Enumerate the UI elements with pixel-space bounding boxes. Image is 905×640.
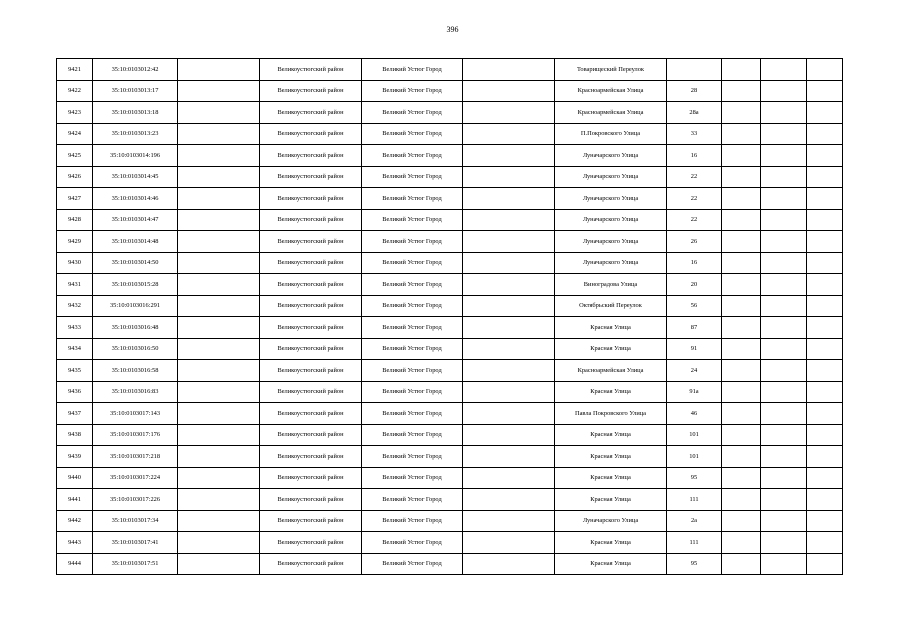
row-number-cell: 9431 bbox=[57, 274, 93, 296]
empty-cell bbox=[178, 338, 260, 360]
empty-cell bbox=[761, 489, 807, 511]
city-cell: Великий Устюг Город bbox=[362, 295, 463, 317]
empty-cell bbox=[722, 274, 761, 296]
cadastral-number-cell: 35:10:0103015:28 bbox=[93, 274, 178, 296]
empty-cell bbox=[807, 166, 843, 188]
empty-cell bbox=[722, 424, 761, 446]
empty-cell bbox=[807, 510, 843, 532]
street-cell: Луначарского Улица bbox=[555, 209, 667, 231]
empty-cell bbox=[178, 123, 260, 145]
table-row bbox=[57, 360, 843, 382]
city-cell: Великий Устюг Город bbox=[362, 532, 463, 554]
street-cell: Красная Улица bbox=[555, 338, 667, 360]
empty-cell bbox=[178, 166, 260, 188]
district-cell: Великоустюгский район bbox=[260, 403, 362, 425]
house-number-cell: 91 bbox=[667, 338, 722, 360]
row-number-cell: 9430 bbox=[57, 252, 93, 274]
house-number-cell: 95 bbox=[667, 467, 722, 489]
empty-cell bbox=[178, 231, 260, 253]
district-cell: Великоустюгский район bbox=[260, 252, 362, 274]
empty-cell bbox=[807, 274, 843, 296]
empty-cell bbox=[722, 532, 761, 554]
city-cell: Великий Устюг Город bbox=[362, 489, 463, 511]
empty-cell bbox=[463, 188, 555, 210]
empty-cell bbox=[178, 317, 260, 339]
empty-cell bbox=[761, 166, 807, 188]
row-number-cell: 9432 bbox=[57, 295, 93, 317]
house-number-cell: 28 bbox=[667, 80, 722, 102]
empty-cell bbox=[807, 231, 843, 253]
empty-cell bbox=[463, 166, 555, 188]
table-row bbox=[57, 510, 843, 532]
empty-cell bbox=[463, 510, 555, 532]
city-cell: Великий Устюг Город bbox=[362, 403, 463, 425]
empty-cell bbox=[178, 424, 260, 446]
table-body bbox=[57, 59, 843, 575]
empty-cell bbox=[463, 317, 555, 339]
district-cell: Великоустюгский район bbox=[260, 231, 362, 253]
empty-cell bbox=[463, 532, 555, 554]
street-cell: Луначарского Улица bbox=[555, 252, 667, 274]
row-number-cell: 9437 bbox=[57, 403, 93, 425]
district-cell: Великоустюгский район bbox=[260, 360, 362, 382]
empty-cell bbox=[463, 59, 555, 81]
table-row bbox=[57, 489, 843, 511]
empty-cell bbox=[722, 403, 761, 425]
house-number-cell: 56 bbox=[667, 295, 722, 317]
empty-cell bbox=[807, 80, 843, 102]
empty-cell bbox=[463, 80, 555, 102]
house-number-cell: 20 bbox=[667, 274, 722, 296]
house-number-cell: 22 bbox=[667, 188, 722, 210]
district-cell: Великоустюгский район bbox=[260, 467, 362, 489]
street-cell: Товарищеский Переулок bbox=[555, 59, 667, 81]
cadastral-number-cell: 35:10:0103017:226 bbox=[93, 489, 178, 511]
empty-cell bbox=[463, 424, 555, 446]
city-cell: Великий Устюг Город bbox=[362, 102, 463, 124]
row-number-cell: 9429 bbox=[57, 231, 93, 253]
table-row bbox=[57, 252, 843, 274]
district-cell: Великоустюгский район bbox=[260, 145, 362, 167]
row-number-cell: 9424 bbox=[57, 123, 93, 145]
empty-cell bbox=[761, 252, 807, 274]
city-cell: Великий Устюг Город bbox=[362, 80, 463, 102]
table-row bbox=[57, 446, 843, 468]
street-cell: Красная Улица bbox=[555, 532, 667, 554]
house-number-cell: 28а bbox=[667, 102, 722, 124]
empty-cell bbox=[463, 467, 555, 489]
cadastral-number-cell: 35:10:0103017:143 bbox=[93, 403, 178, 425]
empty-cell bbox=[722, 489, 761, 511]
empty-cell bbox=[178, 532, 260, 554]
empty-cell bbox=[463, 403, 555, 425]
house-number-cell: 87 bbox=[667, 317, 722, 339]
street-cell: Луначарского Улица bbox=[555, 166, 667, 188]
table-row bbox=[57, 424, 843, 446]
empty-cell bbox=[807, 102, 843, 124]
house-number-cell: 46 bbox=[667, 403, 722, 425]
cadastral-number-cell: 35:10:0103014:50 bbox=[93, 252, 178, 274]
house-number-cell: 111 bbox=[667, 532, 722, 554]
house-number-cell: 16 bbox=[667, 252, 722, 274]
empty-cell bbox=[761, 295, 807, 317]
street-cell: Красная Улица bbox=[555, 424, 667, 446]
empty-cell bbox=[722, 231, 761, 253]
district-cell: Великоустюгский район bbox=[260, 532, 362, 554]
empty-cell bbox=[722, 188, 761, 210]
cadastral-number-cell: 35:10:0103013:17 bbox=[93, 80, 178, 102]
empty-cell bbox=[807, 553, 843, 575]
district-cell: Великоустюгский район bbox=[260, 381, 362, 403]
district-cell: Великоустюгский район bbox=[260, 489, 362, 511]
empty-cell bbox=[807, 59, 843, 81]
city-cell: Великий Устюг Город bbox=[362, 252, 463, 274]
cadastral-number-cell: 35:10:0103016:58 bbox=[93, 360, 178, 382]
district-cell: Великоустюгский район bbox=[260, 317, 362, 339]
district-cell: Великоустюгский район bbox=[260, 166, 362, 188]
city-cell: Великий Устюг Город bbox=[362, 231, 463, 253]
empty-cell bbox=[178, 145, 260, 167]
empty-cell bbox=[761, 510, 807, 532]
street-cell: Октябрьский Переулок bbox=[555, 295, 667, 317]
empty-cell bbox=[722, 123, 761, 145]
row-number-cell: 9441 bbox=[57, 489, 93, 511]
house-number-cell: 95 bbox=[667, 553, 722, 575]
table-row bbox=[57, 231, 843, 253]
house-number-cell: 91а bbox=[667, 381, 722, 403]
page-number: 396 bbox=[446, 25, 459, 34]
empty-cell bbox=[807, 360, 843, 382]
empty-cell bbox=[178, 467, 260, 489]
district-cell: Великоустюгский район bbox=[260, 59, 362, 81]
empty-cell bbox=[178, 188, 260, 210]
empty-cell bbox=[722, 209, 761, 231]
district-cell: Великоустюгский район bbox=[260, 510, 362, 532]
district-cell: Великоустюгский район bbox=[260, 123, 362, 145]
street-cell: Луначарского Улица bbox=[555, 145, 667, 167]
empty-cell bbox=[807, 252, 843, 274]
empty-cell bbox=[761, 80, 807, 102]
row-number-cell: 9440 bbox=[57, 467, 93, 489]
empty-cell bbox=[178, 252, 260, 274]
street-cell: Павла Покровского Улица bbox=[555, 403, 667, 425]
street-cell: Красная Улица bbox=[555, 446, 667, 468]
empty-cell bbox=[761, 59, 807, 81]
empty-cell bbox=[722, 252, 761, 274]
empty-cell bbox=[807, 467, 843, 489]
table-row bbox=[57, 59, 843, 81]
empty-cell bbox=[463, 295, 555, 317]
empty-cell bbox=[807, 403, 843, 425]
district-cell: Великоустюгский район bbox=[260, 295, 362, 317]
empty-cell bbox=[463, 123, 555, 145]
empty-cell bbox=[722, 59, 761, 81]
row-number-cell: 9434 bbox=[57, 338, 93, 360]
empty-cell bbox=[722, 510, 761, 532]
empty-cell bbox=[178, 360, 260, 382]
table-row bbox=[57, 381, 843, 403]
empty-cell bbox=[761, 231, 807, 253]
cadastral-number-cell: 35:10:0103017:51 bbox=[93, 553, 178, 575]
empty-cell bbox=[178, 274, 260, 296]
empty-cell bbox=[178, 59, 260, 81]
table-row bbox=[57, 532, 843, 554]
house-number-cell: 22 bbox=[667, 166, 722, 188]
row-number-cell: 9423 bbox=[57, 102, 93, 124]
house-number-cell: 2а bbox=[667, 510, 722, 532]
empty-cell bbox=[463, 338, 555, 360]
empty-cell bbox=[178, 80, 260, 102]
house-number-cell: 33 bbox=[667, 123, 722, 145]
district-cell: Великоустюгский район bbox=[260, 274, 362, 296]
cadastral-number-cell: 35:10:0103017:218 bbox=[93, 446, 178, 468]
table-row bbox=[57, 274, 843, 296]
empty-cell bbox=[761, 145, 807, 167]
cadastral-number-cell: 35:10:0103016:48 bbox=[93, 317, 178, 339]
table-row bbox=[57, 317, 843, 339]
cadastral-number-cell: 35:10:0103017:224 bbox=[93, 467, 178, 489]
empty-cell bbox=[178, 295, 260, 317]
house-number-cell: 22 bbox=[667, 209, 722, 231]
table-row bbox=[57, 467, 843, 489]
empty-cell bbox=[761, 209, 807, 231]
cadastral-number-cell: 35:10:0103014:48 bbox=[93, 231, 178, 253]
empty-cell bbox=[463, 209, 555, 231]
empty-cell bbox=[807, 295, 843, 317]
house-number-cell: 24 bbox=[667, 360, 722, 382]
table-row bbox=[57, 102, 843, 124]
city-cell: Великий Устюг Город bbox=[362, 274, 463, 296]
empty-cell bbox=[807, 123, 843, 145]
empty-cell bbox=[807, 381, 843, 403]
empty-cell bbox=[178, 446, 260, 468]
house-number-cell: 101 bbox=[667, 424, 722, 446]
empty-cell bbox=[761, 338, 807, 360]
cadastral-number-cell: 35:10:0103017:176 bbox=[93, 424, 178, 446]
row-number-cell: 9422 bbox=[57, 80, 93, 102]
row-number-cell: 9435 bbox=[57, 360, 93, 382]
row-number-cell: 9428 bbox=[57, 209, 93, 231]
house-number-cell: 16 bbox=[667, 145, 722, 167]
empty-cell bbox=[761, 532, 807, 554]
district-cell: Великоустюгский район bbox=[260, 102, 362, 124]
empty-cell bbox=[761, 188, 807, 210]
city-cell: Великий Устюг Город bbox=[362, 510, 463, 532]
empty-cell bbox=[463, 231, 555, 253]
city-cell: Великий Устюг Город bbox=[362, 446, 463, 468]
empty-cell bbox=[463, 252, 555, 274]
empty-cell bbox=[807, 489, 843, 511]
street-cell: Красная Улица bbox=[555, 553, 667, 575]
street-cell: Виноградова Улица bbox=[555, 274, 667, 296]
city-cell: Великий Устюг Город bbox=[362, 381, 463, 403]
empty-cell bbox=[807, 209, 843, 231]
empty-cell bbox=[761, 381, 807, 403]
cadastral-number-cell: 35:10:0103014:46 bbox=[93, 188, 178, 210]
empty-cell bbox=[761, 102, 807, 124]
city-cell: Великий Устюг Город bbox=[362, 188, 463, 210]
city-cell: Великий Устюг Город bbox=[362, 145, 463, 167]
row-number-cell: 9421 bbox=[57, 59, 93, 81]
row-number-cell: 9444 bbox=[57, 553, 93, 575]
table-row bbox=[57, 338, 843, 360]
street-cell: Красноармейская Улица bbox=[555, 102, 667, 124]
house-number-cell: 101 bbox=[667, 446, 722, 468]
row-number-cell: 9443 bbox=[57, 532, 93, 554]
empty-cell bbox=[761, 403, 807, 425]
city-cell: Великий Устюг Город bbox=[362, 553, 463, 575]
city-cell: Великий Устюг Город bbox=[362, 338, 463, 360]
empty-cell bbox=[463, 145, 555, 167]
empty-cell bbox=[178, 489, 260, 511]
empty-cell bbox=[807, 446, 843, 468]
table-row bbox=[57, 145, 843, 167]
district-cell: Великоустюгский район bbox=[260, 553, 362, 575]
empty-cell bbox=[722, 80, 761, 102]
city-cell: Великий Устюг Город bbox=[362, 317, 463, 339]
empty-cell bbox=[722, 360, 761, 382]
table-row bbox=[57, 80, 843, 102]
empty-cell bbox=[463, 274, 555, 296]
city-cell: Великий Устюг Город bbox=[362, 424, 463, 446]
cadastral-number-cell: 35:10:0103017:34 bbox=[93, 510, 178, 532]
empty-cell bbox=[722, 381, 761, 403]
empty-cell bbox=[722, 317, 761, 339]
empty-cell bbox=[722, 553, 761, 575]
street-cell: Красная Улица bbox=[555, 317, 667, 339]
district-cell: Великоустюгский район bbox=[260, 424, 362, 446]
empty-cell bbox=[807, 145, 843, 167]
empty-cell bbox=[761, 553, 807, 575]
empty-cell bbox=[722, 102, 761, 124]
city-cell: Великий Устюг Город bbox=[362, 123, 463, 145]
empty-cell bbox=[761, 123, 807, 145]
table-row bbox=[57, 166, 843, 188]
district-cell: Великоустюгский район bbox=[260, 209, 362, 231]
house-number-cell: 26 bbox=[667, 231, 722, 253]
empty-cell bbox=[178, 403, 260, 425]
cadastral-number-cell: 35:10:0103017:41 bbox=[93, 532, 178, 554]
empty-cell bbox=[761, 467, 807, 489]
city-cell: Великий Устюг Город bbox=[362, 360, 463, 382]
street-cell: Луначарского Улица bbox=[555, 231, 667, 253]
city-cell: Великий Устюг Город bbox=[362, 59, 463, 81]
row-number-cell: 9433 bbox=[57, 317, 93, 339]
street-cell: Красная Улица bbox=[555, 467, 667, 489]
empty-cell bbox=[722, 446, 761, 468]
empty-cell bbox=[807, 317, 843, 339]
table-row bbox=[57, 209, 843, 231]
table-row bbox=[57, 188, 843, 210]
empty-cell bbox=[761, 446, 807, 468]
empty-cell bbox=[463, 446, 555, 468]
empty-cell bbox=[722, 145, 761, 167]
empty-cell bbox=[761, 360, 807, 382]
house-number-cell bbox=[667, 59, 722, 81]
cadastral-number-cell: 35:10:0103016:291 bbox=[93, 295, 178, 317]
row-number-cell: 9439 bbox=[57, 446, 93, 468]
street-cell: Красная Улица bbox=[555, 381, 667, 403]
empty-cell bbox=[761, 274, 807, 296]
cadastral-number-cell: 35:10:0103016:83 bbox=[93, 381, 178, 403]
table-row bbox=[57, 295, 843, 317]
cadastral-number-cell: 35:10:0103014:45 bbox=[93, 166, 178, 188]
city-cell: Великий Устюг Город bbox=[362, 166, 463, 188]
empty-cell bbox=[761, 424, 807, 446]
empty-cell bbox=[807, 424, 843, 446]
city-cell: Великий Устюг Город bbox=[362, 467, 463, 489]
row-number-cell: 9442 bbox=[57, 510, 93, 532]
empty-cell bbox=[807, 188, 843, 210]
district-cell: Великоустюгский район bbox=[260, 446, 362, 468]
district-cell: Великоустюгский район bbox=[260, 80, 362, 102]
house-number-cell: 111 bbox=[667, 489, 722, 511]
table-row bbox=[57, 123, 843, 145]
empty-cell bbox=[463, 381, 555, 403]
table-row bbox=[57, 553, 843, 575]
cadastral-number-cell: 35:10:0103012:42 bbox=[93, 59, 178, 81]
street-cell: Луначарского Улица bbox=[555, 510, 667, 532]
street-cell: Красная Улица bbox=[555, 489, 667, 511]
empty-cell bbox=[722, 338, 761, 360]
cadastral-number-cell: 35:10:0103013:23 bbox=[93, 123, 178, 145]
empty-cell bbox=[178, 510, 260, 532]
empty-cell bbox=[761, 317, 807, 339]
district-cell: Великоустюгский район bbox=[260, 338, 362, 360]
empty-cell bbox=[722, 295, 761, 317]
row-number-cell: 9425 bbox=[57, 145, 93, 167]
empty-cell bbox=[178, 102, 260, 124]
empty-cell bbox=[178, 553, 260, 575]
empty-cell bbox=[807, 532, 843, 554]
table-row bbox=[57, 403, 843, 425]
district-cell: Великоустюгский район bbox=[260, 188, 362, 210]
empty-cell bbox=[463, 102, 555, 124]
cadastral-number-cell: 35:10:0103013:18 bbox=[93, 102, 178, 124]
cadastral-number-cell: 35:10:0103014:196 bbox=[93, 145, 178, 167]
cadastral-number-cell: 35:10:0103014:47 bbox=[93, 209, 178, 231]
registry-table bbox=[56, 58, 843, 575]
street-cell: П.Покровского Улица bbox=[555, 123, 667, 145]
city-cell: Великий Устюг Город bbox=[362, 209, 463, 231]
row-number-cell: 9436 bbox=[57, 381, 93, 403]
row-number-cell: 9426 bbox=[57, 166, 93, 188]
empty-cell bbox=[178, 209, 260, 231]
row-number-cell: 9438 bbox=[57, 424, 93, 446]
street-cell: Красноармейская Улица bbox=[555, 360, 667, 382]
empty-cell bbox=[722, 166, 761, 188]
row-number-cell: 9427 bbox=[57, 188, 93, 210]
empty-cell bbox=[178, 381, 260, 403]
empty-cell bbox=[463, 553, 555, 575]
street-cell: Луначарского Улица bbox=[555, 188, 667, 210]
cadastral-number-cell: 35:10:0103016:50 bbox=[93, 338, 178, 360]
empty-cell bbox=[807, 338, 843, 360]
empty-cell bbox=[463, 360, 555, 382]
street-cell: Красноармейская Улица bbox=[555, 80, 667, 102]
empty-cell bbox=[722, 467, 761, 489]
empty-cell bbox=[463, 489, 555, 511]
